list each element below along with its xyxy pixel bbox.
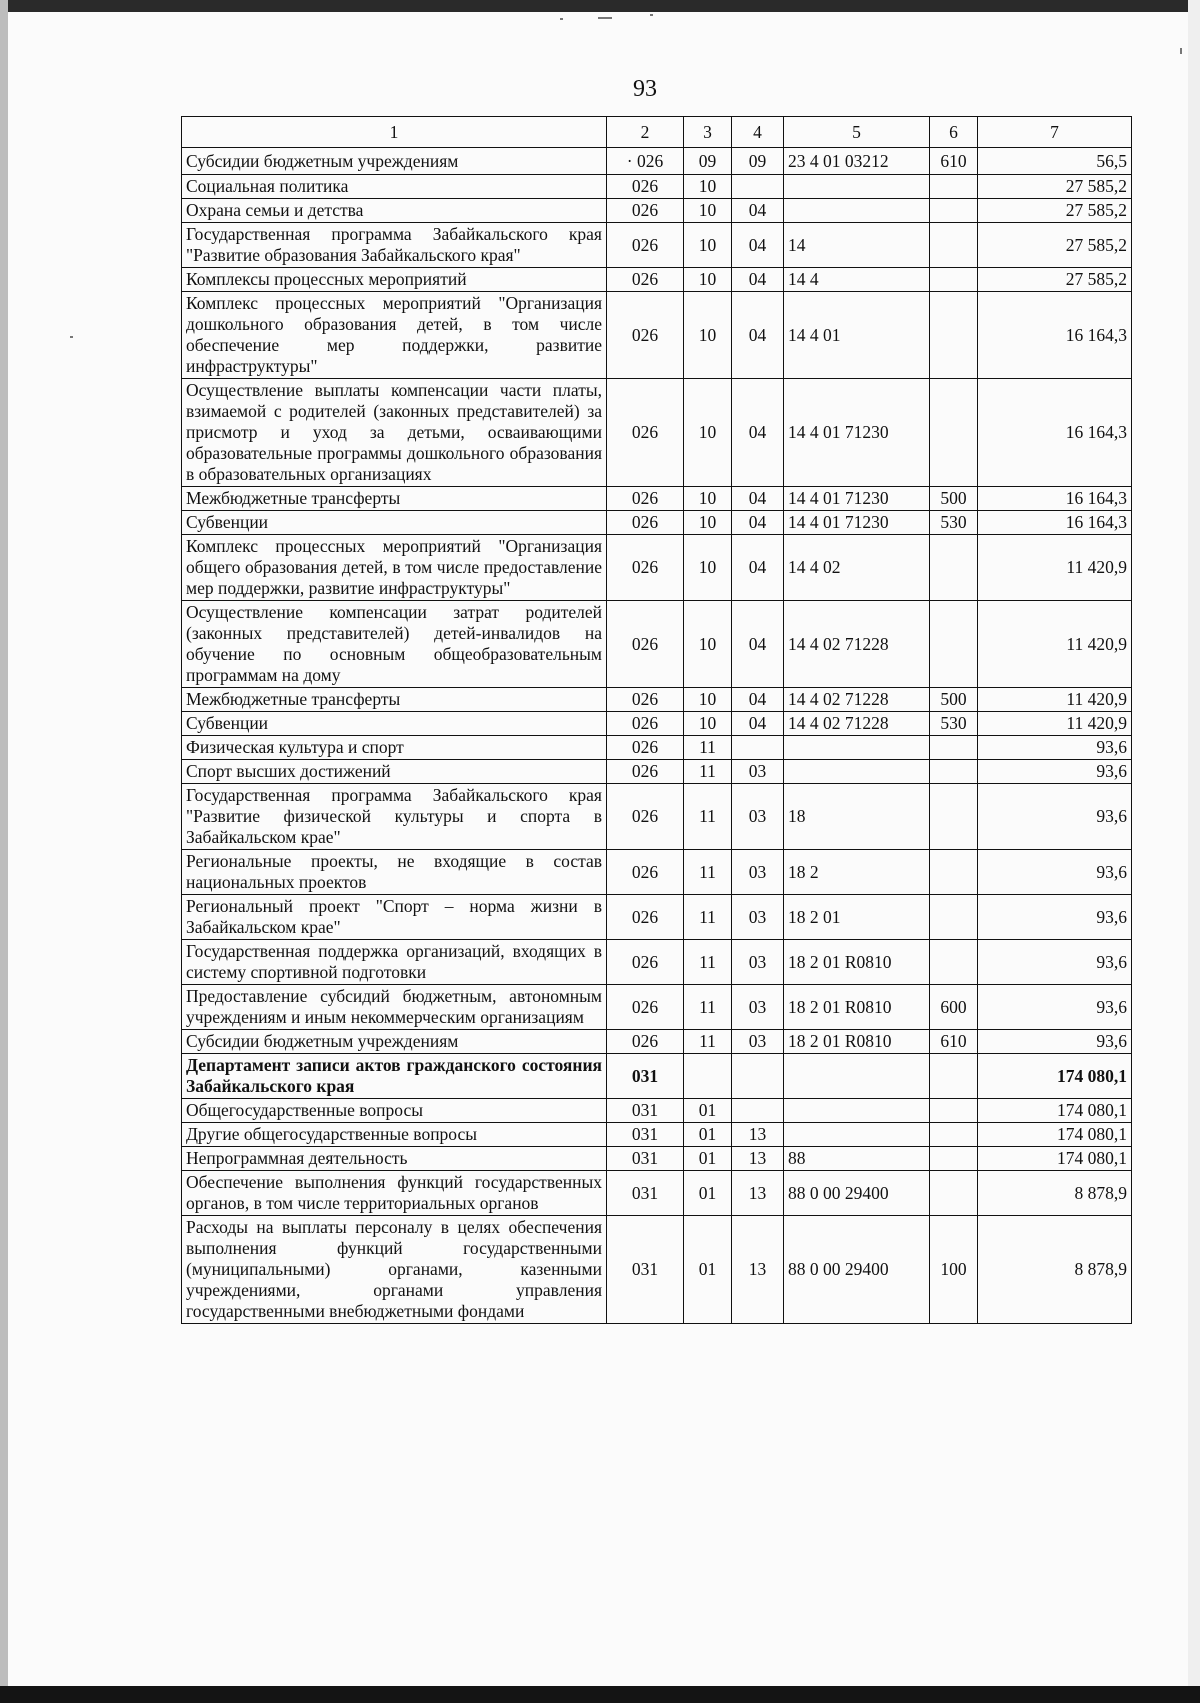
table-row: [182, 688, 1132, 712]
ministry-code-cell: 026: [607, 688, 684, 712]
row-name-cell: Предоставление субсидий бюджетным, автономным учреждениям и иным некоммерческим организациям: [182, 985, 607, 1030]
subsection-cell: 13: [732, 1123, 784, 1147]
subsection-cell: [732, 175, 784, 199]
section-cell: 01: [684, 1099, 732, 1123]
subsection-cell: 04: [732, 712, 784, 736]
ministry-code-cell: 026: [607, 292, 684, 379]
expense-type-cell: [930, 535, 978, 601]
table-row: [182, 223, 1132, 268]
expense-type-cell: [930, 1099, 978, 1123]
amount-cell: 16 164,3: [978, 511, 1132, 535]
subsection-cell: [732, 736, 784, 760]
column-header: 4: [732, 117, 784, 148]
amount-cell: 93,6: [978, 760, 1132, 784]
subsection-cell: 04: [732, 379, 784, 487]
target-article-cell: [784, 1054, 930, 1099]
scan-speck: [650, 14, 653, 16]
target-article-cell: 14 4: [784, 268, 930, 292]
target-article-cell: 14 4 01: [784, 292, 930, 379]
section-cell: 10: [684, 487, 732, 511]
target-article-cell: 18 2 01: [784, 895, 930, 940]
amount-cell: 93,6: [978, 1030, 1132, 1054]
section-cell: 10: [684, 511, 732, 535]
row-name-cell: Субсидии бюджетным учреждениям: [182, 1030, 607, 1054]
expense-type-cell: [930, 268, 978, 292]
row-name-cell: Региональный проект "Спорт – норма жизни в Забайкальском крае": [182, 895, 607, 940]
subsection-cell: [732, 1054, 784, 1099]
amount-cell: 11 420,9: [978, 601, 1132, 688]
column-header: 7: [978, 117, 1132, 148]
expense-type-cell: 500: [930, 487, 978, 511]
section-cell: 09: [684, 148, 732, 175]
subsection-cell: 04: [732, 535, 784, 601]
expense-type-cell: 610: [930, 148, 978, 175]
target-article-cell: 88 0 00 29400: [784, 1171, 930, 1216]
table-header: [182, 117, 1132, 148]
section-cell: 11: [684, 940, 732, 985]
table-row: [182, 1030, 1132, 1054]
row-name-cell: Расходы на выплаты персоналу в целях обеспечения выполнения функций государственными (муниципальными) органами, казенными учреждениями, органами управления государственными внебюджетными фондами: [182, 1216, 607, 1324]
target-article-cell: 14 4 02 71228: [784, 712, 930, 736]
amount-cell: 11 420,9: [978, 712, 1132, 736]
amount-cell: 93,6: [978, 940, 1132, 985]
expense-type-cell: [930, 175, 978, 199]
table-row: [182, 199, 1132, 223]
section-cell: 01: [684, 1171, 732, 1216]
expense-type-cell: [930, 223, 978, 268]
section-cell: 10: [684, 601, 732, 688]
section-cell: 10: [684, 712, 732, 736]
amount-cell: 93,6: [978, 736, 1132, 760]
expense-type-cell: 530: [930, 511, 978, 535]
target-article-cell: 14 4 01 71230: [784, 511, 930, 535]
ministry-code-cell: 026: [607, 379, 684, 487]
amount-cell: 16 164,3: [978, 292, 1132, 379]
table-row: [182, 895, 1132, 940]
section-cell: 11: [684, 985, 732, 1030]
row-name-cell: Обеспечение выполнения функций государственных органов, в том числе территориальных органов: [182, 1171, 607, 1216]
scan-left-edge: [0, 0, 8, 1703]
amount-cell: 174 080,1: [978, 1099, 1132, 1123]
ministry-code-cell: 031: [607, 1216, 684, 1324]
target-article-cell: [784, 760, 930, 784]
expense-type-cell: [930, 199, 978, 223]
table-row: [182, 985, 1132, 1030]
target-article-cell: 14 4 02: [784, 535, 930, 601]
target-article-cell: [784, 175, 930, 199]
amount-cell: 8 878,9: [978, 1216, 1132, 1324]
ministry-code-cell: 031: [607, 1099, 684, 1123]
section-cell: 11: [684, 760, 732, 784]
expense-type-cell: [930, 940, 978, 985]
row-name-cell: Комплекс процессных мероприятий "Организация дошкольного образования детей, в том числе обеспечение мер поддержки, развитие инфраструктуры": [182, 292, 607, 379]
amount-cell: 93,6: [978, 850, 1132, 895]
section-cell: 01: [684, 1216, 732, 1324]
section-cell: 10: [684, 223, 732, 268]
expense-type-cell: 610: [930, 1030, 978, 1054]
target-article-cell: 14 4 02 71228: [784, 688, 930, 712]
row-name-cell: Государственная программа Забайкальского края "Развитие образования Забайкальского края": [182, 223, 607, 268]
target-article-cell: 14 4 01 71230: [784, 379, 930, 487]
table-row: [182, 268, 1132, 292]
column-header: 6: [930, 117, 978, 148]
section-cell: 11: [684, 784, 732, 850]
table-row: [182, 487, 1132, 511]
expense-type-cell: 530: [930, 712, 978, 736]
section-cell: 10: [684, 268, 732, 292]
column-header: 3: [684, 117, 732, 148]
column-header: 1: [182, 117, 607, 148]
table-row: [182, 736, 1132, 760]
ministry-code-cell: 026: [607, 1030, 684, 1054]
ministry-code-cell: 031: [607, 1054, 684, 1099]
amount-cell: 93,6: [978, 895, 1132, 940]
subsection-cell: 13: [732, 1171, 784, 1216]
ministry-code-cell: 026: [607, 175, 684, 199]
section-cell: 10: [684, 379, 732, 487]
expense-type-cell: [930, 895, 978, 940]
subsection-cell: 13: [732, 1147, 784, 1171]
ministry-code-cell: 026: [607, 712, 684, 736]
scan-speck: [560, 18, 563, 20]
ministry-code-cell: 031: [607, 1171, 684, 1216]
ministry-code-cell: 026: [607, 736, 684, 760]
row-name-cell: Комплекс процессных мероприятий "Организация общего образования детей, в том числе предоставление мер поддержки, развитие инфраструктуры": [182, 535, 607, 601]
column-header: 2: [607, 117, 684, 148]
scan-speck: [1180, 48, 1182, 54]
subsection-cell: 03: [732, 895, 784, 940]
table-row: [182, 601, 1132, 688]
row-name-cell: Социальная политика: [182, 175, 607, 199]
table-row: [182, 1099, 1132, 1123]
section-cell: 11: [684, 850, 732, 895]
target-article-cell: 88: [784, 1147, 930, 1171]
amount-cell: 11 420,9: [978, 688, 1132, 712]
expense-type-cell: 500: [930, 688, 978, 712]
section-cell: 10: [684, 688, 732, 712]
scan-bottom-edge: [0, 1686, 1200, 1703]
amount-cell: 11 420,9: [978, 535, 1132, 601]
amount-cell: 27 585,2: [978, 199, 1132, 223]
subsection-cell: 09: [732, 148, 784, 175]
subsection-cell: 03: [732, 850, 784, 895]
table-row: [182, 175, 1132, 199]
target-article-cell: 14 4 02 71228: [784, 601, 930, 688]
row-name-cell: Субвенции: [182, 712, 607, 736]
table-row: [182, 1171, 1132, 1216]
ministry-code-cell: 026: [607, 760, 684, 784]
ministry-code-cell: 026: [607, 601, 684, 688]
expense-type-cell: [930, 1147, 978, 1171]
amount-cell: 8 878,9: [978, 1171, 1132, 1216]
row-name-cell: Осуществление компенсации затрат родителей (законных представителей) детей-инвалидов на обучение по основным общеобразовательным программам на дому: [182, 601, 607, 688]
table-row: [182, 940, 1132, 985]
subsection-cell: 13: [732, 1216, 784, 1324]
table-body: [182, 148, 1132, 1324]
row-name-cell: Субвенции: [182, 511, 607, 535]
target-article-cell: 88 0 00 29400: [784, 1216, 930, 1324]
ministry-code-cell: 026: [607, 487, 684, 511]
ministry-code-cell: · 026: [607, 148, 684, 175]
subsection-cell: 04: [732, 688, 784, 712]
row-name-cell: Осуществление выплаты компенсации части платы, взимаемой с родителей (законных представителей) за присмотр и уход за детьми, осваивающими образовательные программы дошкольного образования в образовательных организациях: [182, 379, 607, 487]
target-article-cell: 14: [784, 223, 930, 268]
subsection-cell: 04: [732, 292, 784, 379]
table-row: [182, 535, 1132, 601]
row-name-cell: Субсидии бюджетным учреждениям: [182, 148, 607, 175]
ministry-code-cell: 026: [607, 850, 684, 895]
target-article-cell: 18 2: [784, 850, 930, 895]
ministry-code-cell: 026: [607, 895, 684, 940]
target-article-cell: 23 4 01 03212: [784, 148, 930, 175]
ministry-code-cell: 026: [607, 985, 684, 1030]
amount-cell: 174 080,1: [978, 1123, 1132, 1147]
subsection-cell: 04: [732, 268, 784, 292]
row-name-cell: Другие общегосударственные вопросы: [182, 1123, 607, 1147]
section-cell: 11: [684, 895, 732, 940]
table-row: [182, 850, 1132, 895]
section-cell: 10: [684, 535, 732, 601]
table-row: [182, 1147, 1132, 1171]
expense-type-cell: [930, 784, 978, 850]
amount-cell: 93,6: [978, 985, 1132, 1030]
amount-cell: 27 585,2: [978, 268, 1132, 292]
table-row: [182, 511, 1132, 535]
ministry-code-cell: 026: [607, 199, 684, 223]
amount-cell: 174 080,1: [978, 1054, 1132, 1099]
expense-type-cell: [930, 601, 978, 688]
table-row: [182, 292, 1132, 379]
subsection-cell: 04: [732, 511, 784, 535]
target-article-cell: 18 2 01 R0810: [784, 1030, 930, 1054]
section-cell: 10: [684, 292, 732, 379]
amount-cell: 16 164,3: [978, 487, 1132, 511]
subsection-cell: 03: [732, 784, 784, 850]
subsection-cell: 04: [732, 601, 784, 688]
target-article-cell: [784, 199, 930, 223]
expense-type-cell: [930, 1171, 978, 1216]
ministry-code-cell: 026: [607, 223, 684, 268]
ministry-code-cell: 026: [607, 784, 684, 850]
row-name-cell: Охрана семьи и детства: [182, 199, 607, 223]
scan-speck: [70, 336, 73, 338]
ministry-code-cell: 026: [607, 940, 684, 985]
expense-type-cell: [930, 292, 978, 379]
amount-cell: 174 080,1: [978, 1147, 1132, 1171]
row-name-cell: Государственная поддержка организаций, входящих в систему спортивной подготовки: [182, 940, 607, 985]
subsection-cell: [732, 1099, 784, 1123]
table-row: [182, 1123, 1132, 1147]
scan-top-edge: [0, 0, 1200, 12]
row-name-cell: Физическая культура и спорт: [182, 736, 607, 760]
section-cell: [684, 1054, 732, 1099]
subsection-cell: 03: [732, 760, 784, 784]
budget-table: [181, 116, 1132, 1324]
amount-cell: 16 164,3: [978, 379, 1132, 487]
subsection-cell: 03: [732, 1030, 784, 1054]
table-row: [182, 148, 1132, 175]
amount-cell: 27 585,2: [978, 223, 1132, 268]
expense-type-cell: [930, 736, 978, 760]
target-article-cell: [784, 1123, 930, 1147]
ministry-code-cell: 026: [607, 268, 684, 292]
target-article-cell: 18 2 01 R0810: [784, 940, 930, 985]
table-row: [182, 760, 1132, 784]
section-cell: 11: [684, 736, 732, 760]
subsection-cell: 03: [732, 985, 784, 1030]
amount-cell: 27 585,2: [978, 175, 1132, 199]
expense-type-cell: 600: [930, 985, 978, 1030]
row-name-cell: Департамент записи актов гражданского состояния Забайкальского края: [182, 1054, 607, 1099]
row-name-cell: Межбюджетные трансферты: [182, 487, 607, 511]
expense-type-cell: [930, 379, 978, 487]
section-cell: 01: [684, 1123, 732, 1147]
scan-speck: [598, 17, 612, 19]
target-article-cell: 14 4 01 71230: [784, 487, 930, 511]
table-row: [182, 784, 1132, 850]
table-row: [182, 379, 1132, 487]
expense-type-cell: [930, 850, 978, 895]
column-header: 5: [784, 117, 930, 148]
expense-type-cell: [930, 1054, 978, 1099]
target-article-cell: [784, 1099, 930, 1123]
scan-right-edge: [1188, 0, 1200, 1703]
subsection-cell: 04: [732, 223, 784, 268]
subsection-cell: 04: [732, 487, 784, 511]
row-name-cell: Общегосударственные вопросы: [182, 1099, 607, 1123]
target-article-cell: 18 2 01 R0810: [784, 985, 930, 1030]
row-name-cell: Непрограммная деятельность: [182, 1147, 607, 1171]
subsection-cell: 04: [732, 199, 784, 223]
ministry-code-cell: 031: [607, 1123, 684, 1147]
row-name-cell: Комплексы процессных мероприятий: [182, 268, 607, 292]
ministry-code-cell: 031: [607, 1147, 684, 1171]
target-article-cell: 18: [784, 784, 930, 850]
table-row: [182, 712, 1132, 736]
amount-cell: 56,5: [978, 148, 1132, 175]
row-name-cell: Региональные проекты, не входящие в состав национальных проектов: [182, 850, 607, 895]
ministry-code-cell: 026: [607, 511, 684, 535]
section-cell: 10: [684, 199, 732, 223]
table-row: [182, 1054, 1132, 1099]
row-name-cell: Государственная программа Забайкальского края "Развитие физической культуры и спорта в Забайкальском крае": [182, 784, 607, 850]
amount-cell: 93,6: [978, 784, 1132, 850]
section-cell: 11: [684, 1030, 732, 1054]
table-row: [182, 1216, 1132, 1324]
row-name-cell: Спорт высших достижений: [182, 760, 607, 784]
page-number: 93: [633, 76, 657, 102]
row-name-cell: Межбюджетные трансферты: [182, 688, 607, 712]
section-cell: 10: [684, 175, 732, 199]
expense-type-cell: 100: [930, 1216, 978, 1324]
ministry-code-cell: 026: [607, 535, 684, 601]
header-row: [182, 117, 1132, 148]
target-article-cell: [784, 736, 930, 760]
expense-type-cell: [930, 760, 978, 784]
section-cell: 01: [684, 1147, 732, 1171]
expense-type-cell: [930, 1123, 978, 1147]
subsection-cell: 03: [732, 940, 784, 985]
